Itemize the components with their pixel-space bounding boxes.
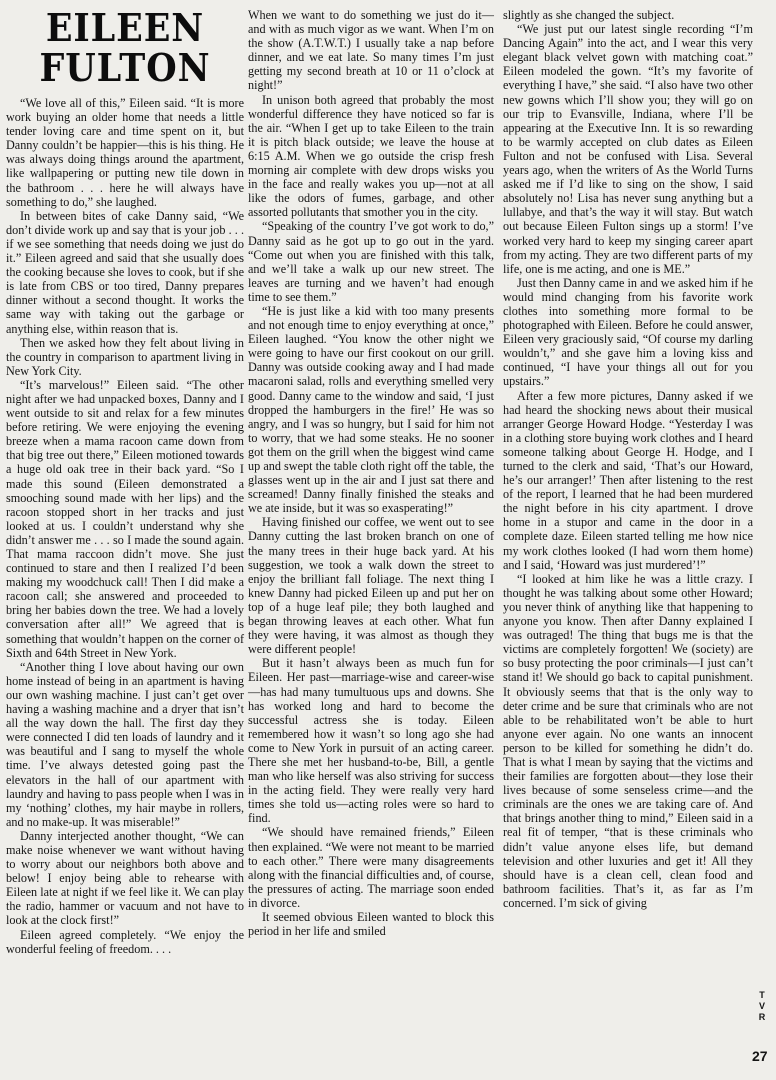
article-column-3 [503, 8, 753, 910]
margin-letter: V [758, 1001, 765, 1011]
article-headline [16, 5, 235, 90]
paragraph: But it hasn’t always been as much fun for Eileen. Her past—marriage-wise and career-wise—has had many tumultuous ups and downs. She has worked long and hard to become the successful actress she is today. Eileen remembered how it wasn’t so long ago she had come to New York in pursuit of an acting career. There she met her husband-to-be, Bill, a gentle man who like herself was also striving for success in the acting field. They were really very hard times she told us—acting roles were so hard to find. [248, 656, 494, 826]
paragraph: Having finished our coffee, we went out to see Danny cutting the last broken branch on one of the many trees in their huge back yard. At his suggestion, we took a walk down the street to enjoy the brilliant fall foliage. The next thing I knew Danny had picked Eileen up and put her on top of a huge leaf pile; they both laughed and began throwing leaves at each other. What fun they were having, it was almost as though they were different people! [248, 515, 494, 657]
paragraph: Then we asked how they felt about living in the country in comparison to apartment living in New York City. [6, 335, 244, 378]
paragraph: Danny interjected another thought, “We can make noise whenever we want without having to worry about our neighbors both above and below! I enjoy being able to rehearse with Eileen late at night if we feel like it. We can play the radio, hammer or vacuum and not have to look at the clock first!” [6, 828, 244, 928]
margin-letter: R [758, 1012, 766, 1022]
paragraph: “Speaking of the country I’ve got work to do,” Danny said as he got up to go out in the yard. “Come out when you are finished with this talk, and we’ll take a walk up our new street. The leaves are turning and we haven’t had enough time to see them.” [248, 219, 494, 304]
paragraph: When we want to do something we just do it—and with as much vigor as we want. When I’m on the show (A.T.W.T.) I usually take a nap before dinner, and we eat late. So many times I’m just getting my second breath at 10 or 11 o’clock at night!” [248, 8, 494, 93]
paragraph: Eileen agreed completely. “We enjoy the wonderful feeling of freedom. . . . [6, 927, 244, 956]
paragraph: It seemed obvious Eileen wanted to block this period in her life and smiled [248, 910, 494, 939]
article-column-2 [248, 8, 494, 938]
paragraph: “We just put our latest single recording “I’m Dancing Again” into the act, and I wear this very elegant black velvet gown with matching coat.” Eileen modeled the gown. “It’s my favorite of everything I have,” she said. “I also have two other new gowns which I’ll show you; they will go on our trip to Evansville, Indiana, where I’ll be appearing at the Executive Inn. It is so rewarding to be warmly accepted on club dates as Eileen Fulton and not be confused with Lisa. Several years ago, when the writers of As the World Turns asked me if I’d like to sing on the show, I said absolutely no! Lisa has never sung anything but a lullabye, and that’s the way it will stay. But watch out because Eileen Fulton sings up a storm! I’ve worked very hard to keep my singing career apart from my acting. They are two different parts of my life, one is me acting, and one is ME.” [503, 22, 753, 276]
paragraph: slightly as she changed the subject. [503, 8, 675, 22]
margin-letter: T [759, 990, 765, 1000]
paragraph: Just then Danny came in and we asked him if he would mind changing from his favorite work clothes into something more formal to be photographed with Eileen. Before he could answer, Eileen very graciously said, “Of course my darling wouldn’t,” and she gave him a loving kiss and continued, “I have your things all out for you upstairs.” [503, 275, 753, 389]
paragraph: “We should have remained friends,” Eileen then explained. “We were not meant to be married to each other.” There were many disagreements along with the financial difficulties and, of course, the pressures of acting. The marriage soon ended in divorce. [248, 825, 494, 910]
paragraph: In unison both agreed that probably the most wonderful difference they have noticed so far is the air. “When I get up to take Eileen to the train it is pitch black outside; we leave the house at 6:15 A.M. When we go outside the crisp fresh morning air complete with dew drops wisks you in the face and really wakes you up—not at all like the odors of fumes, garbage, and other assorted pollutants that smother you in the city. [248, 92, 494, 220]
headline-line-2: FULTON [39, 45, 211, 90]
headline-line-1: EILEEN [45, 5, 205, 50]
magazine-tvr-mark [755, 990, 769, 1023]
page-number: 27 [752, 1048, 768, 1064]
paragraph: After a few more pictures, Danny asked if we had heard the shocking news about their musical arranger George Howard Hodge. “Yesterday I was in a clothing store buying work clothes and I heard someone talking about George H. Hodge, and I turned to the clerk and said, ‘That’s our Howard, he’s our arranger!’ Then after listening to the rest of the report, I learned that he had been murdered the night before in his city apartment. I drove home in a stupor and came in the door in a complete daze. Eileen started telling me how nice my work clothes looked (I had worn them home) and I said, ‘Howard was just murdered’!” [503, 388, 753, 572]
paragraph: “Another thing I love about having our own home instead of being in an apartment is having our own washing machine. I just can’t get over having a washing machine and a dryer that isn’t all the way down the hall. The first day they were connected I did ten loads of laundry and it was beautiful and I sang to myself the whole time. I’ve always detested going past the elevators in the hall of our apartment with laundry and having to pass people when I was in my ‘nothing’ clothes, my hair maybe in rollers, and no make-up. It was miserable!” [6, 659, 244, 829]
paragraph: “We love all of this,” Eileen said. “It is more work buying an older home that needs a little tender loving care and time spent on it, but Danny couldn’t be happier—this is his thing. He was always doing things around the apartment, like wallpapering or putting new tile down in the bathroom . . . here he will always have something to do,” she laughed. [6, 96, 244, 209]
article-column-1 [6, 5, 244, 956]
paragraph: “He is just like a kid with too many presents and not enough time to enjoy everything at once,” Eileen laughed. “You know the other night we were going to have our first cookout on our grill. Danny was outside cooking away and I had made macaroni salad, rolls and everything smelled very good. Danny came to the window and said, ‘I just dropped the hamburgers in the fire!’ He was so angry, and I was so hungry, but I said for him not to worry, that we had some steaks. He no sooner got them on the grill when the biggest wind came up and swept the table cloth right off the table, the glasses went up in the air and I just sat there and screamed! Danny finally finished the steaks and we ate inside, but it was so exasperating!” [248, 303, 494, 516]
paragraph: “I looked at him like he was a little crazy. I thought he was talking about some other Howard; you never think of anything like that happening to anyone you know. Then after Danny explained I was outraged! The thing that bugs me is that the victims are completely forgotten! We (society) are so busy protecting the poor criminals—I just can’t stand it! We should go back to capital punishment. It obviously seems that that is the only way to deter crime and be sure that criminals who are not able to be rehabilitated won’t be able to hurt anyone ever again. No one wants an innocent person to be killed for something he didn’t do. That is what I mean by saying that the victims and their families are forgotten about—they lose their lives because of some senseless crime—and the criminals are the ones we are taking care of. And that brings another thing to mind,” Eileen said in a real fit of temper, “that is these criminals who didn’t value anyone elses life, but demand television and other luxuries and get it! All they should have is a clean cell, clean food and bathroom facilities. That’s it, as far as I’m concerned. I’m sick of giving [503, 571, 753, 910]
paragraph: “It’s marvelous!” Eileen said. “The other night after we had unpacked boxes, Danny and I went outside to sit and relax for a few minutes before retiring. We were enjoying the evening breeze when a mama racoon came down from that big tree out there,” Eileen motioned towards a huge old oak tree in their back yard. “So I made this sound (Eileen demonstrated a smooching sound made with her lips) and the racoon stopped short in her tracks and just looked at us. I couldn’t understand why she didn’t answer me . . . so I made the sound again. That mama raccoon didn’t move. She just continued to stare and then I realized I’d been making my woodchuck call! Then I did make a racoon call; she answered and proceeded to bring her babies down the tree. We had a lovely conversation after all!” We agreed that is something that wouldn’t happen on the corner of Sixth and 64th Street in New York. [6, 377, 244, 660]
paragraph: In between bites of cake Danny said, “We don’t divide work up and say that is your job . . . if we see something that needs doing we just do it.” Eileen agreed and said that she usually does the cooking because she loves to cook, but if she is late from CBS or too tired, Danny prepares dinner without a second thought. It works the same way with taking out the garbage or anything else, within reason that is. [6, 208, 244, 336]
